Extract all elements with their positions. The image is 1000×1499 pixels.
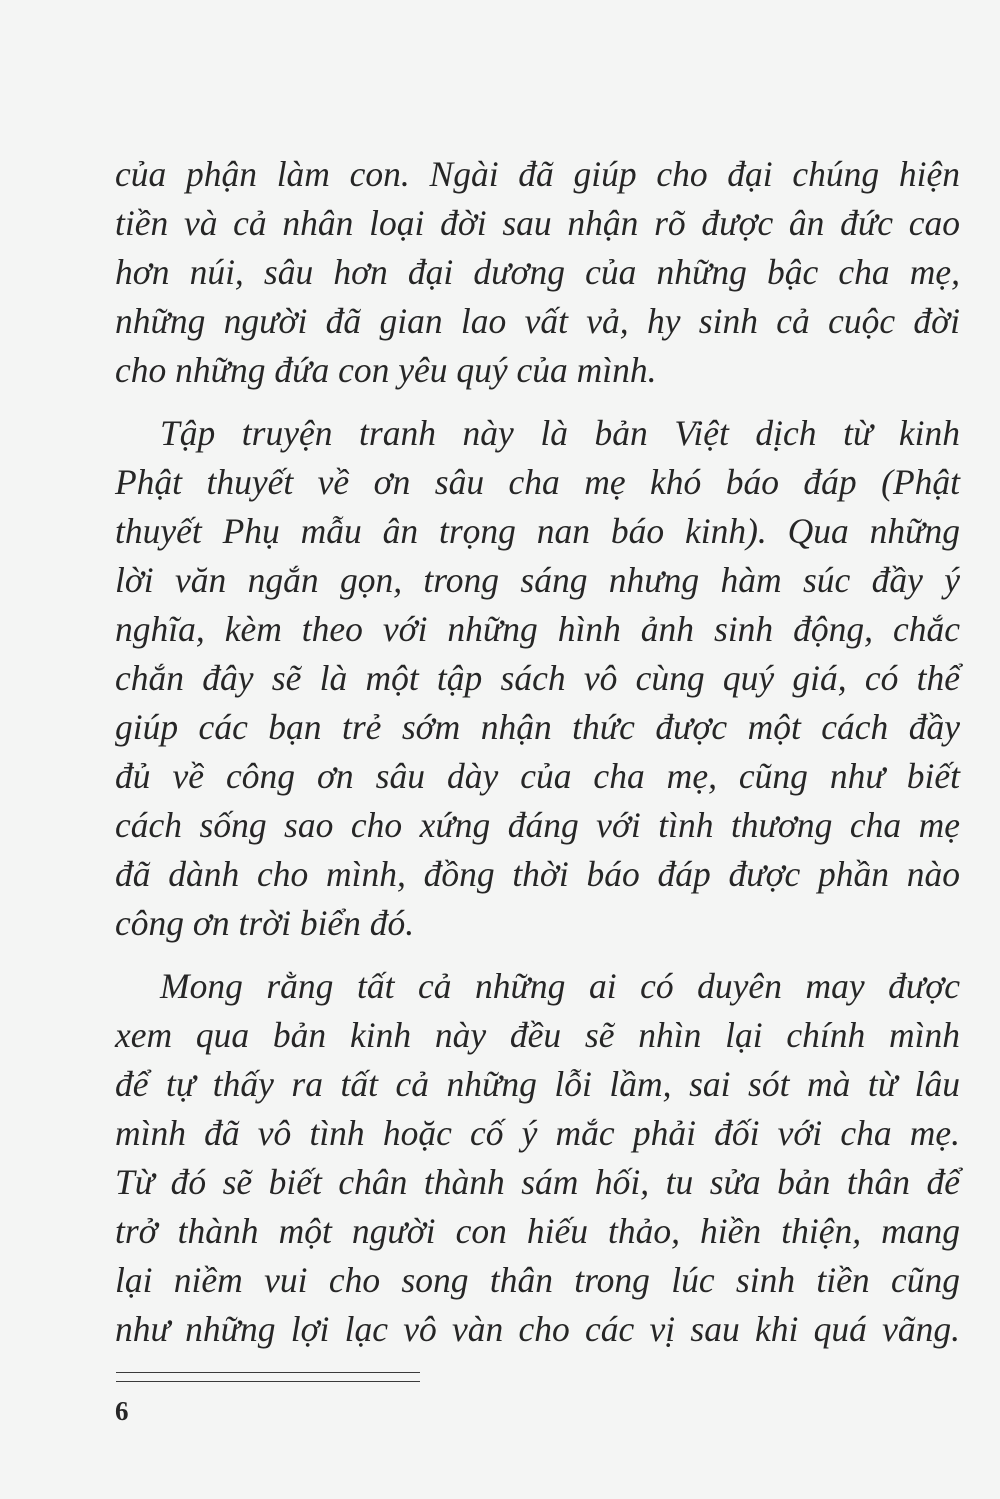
text-line: Từ đó sẽ biết chân thành sám hối, tu sửa bản thân để (115, 1162, 960, 1202)
text-line: giúp các bạn trẻ sớm nhận thức được một cách đầy (115, 707, 960, 747)
footer-rule (116, 1372, 420, 1373)
text-line: xem qua bản kinh này đều sẽ nhìn lại chính mình (115, 1015, 960, 1055)
paragraph-2 (115, 409, 960, 948)
text-line: lại niềm vui cho song thân trong lúc sinh tiền cũng (115, 1260, 960, 1300)
text-line: trở thành một người con hiếu thảo, hiền thiện, mang (115, 1211, 960, 1251)
text-line: thuyết Phụ mẫu ân trọng nan báo kinh). Qua những (115, 511, 960, 551)
text-line: mình đã vô tình hoặc cố ý mắc phải đối với cha mẹ. (115, 1113, 960, 1153)
text-line: đủ về công ơn sâu dày của cha mẹ, cũng như biết (115, 756, 960, 796)
text-line: tiền và cả nhân loại đời sau nhận rõ được ân đức cao (115, 203, 960, 243)
text-line: lời văn ngắn gọn, trong sáng nhưng hàm súc đầy ý (115, 560, 960, 600)
text-line: cho những đứa con yêu quý của mình. (115, 350, 657, 390)
footer-rule (116, 1381, 420, 1382)
text-line: của phận làm con. Ngài đã giúp cho đại chúng hiện (115, 154, 960, 194)
text-line: Tập truyện tranh này là bản Việt dịch từ kinh (160, 413, 960, 453)
text-line: như những lợi lạc vô vàn cho các vị sau khi quá vãng. (115, 1309, 960, 1349)
text-line: chắn đây sẽ là một tập sách vô cùng quý giá, có thể (115, 658, 960, 698)
text-line: hơn núi, sâu hơn đại dương của những bậc cha mẹ, (115, 252, 960, 292)
text-line: nghĩa, kèm theo với những hình ảnh sinh động, chắc (115, 609, 960, 649)
text-line: để tự thấy ra tất cả những lỗi lầm, sai sót mà từ lâu (115, 1064, 960, 1104)
paragraph-3 (115, 962, 960, 1354)
paragraph-1 (115, 150, 960, 395)
text-line: cách sống sao cho xứng đáng với tình thương cha mẹ (115, 805, 960, 845)
text-line: công ơn trời biển đó. (115, 903, 415, 943)
page-number: 6 (115, 1396, 129, 1426)
text-line: Phật thuyết về ơn sâu cha mẹ khó báo đáp (Phật (115, 462, 960, 502)
text-line: Mong rằng tất cả những ai có duyên may được (160, 966, 960, 1006)
body-text (115, 150, 960, 1354)
text-line: những người đã gian lao vất vả, hy sinh cả cuộc đời (115, 301, 960, 341)
text-line: đã dành cho mình, đồng thời báo đáp được phần nào (115, 854, 960, 894)
